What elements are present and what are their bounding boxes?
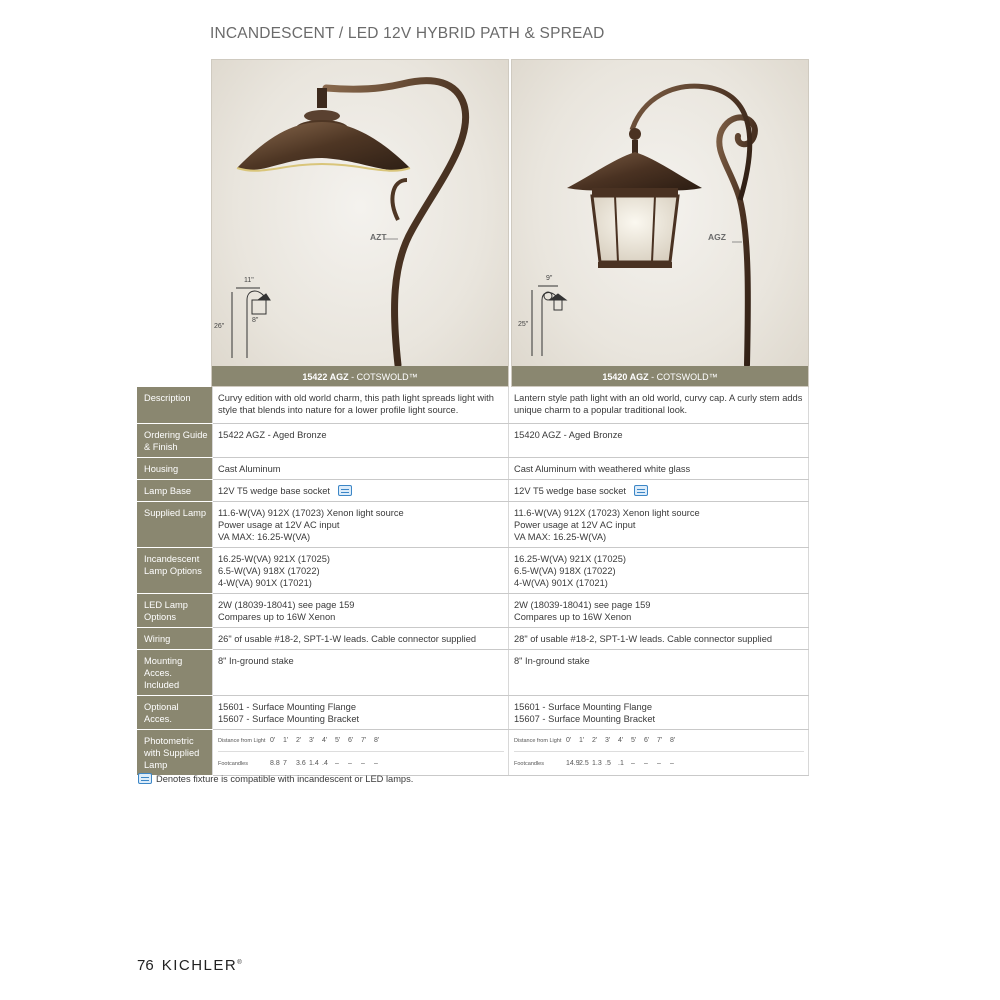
cell-line: 15607 - Surface Mounting Bracket <box>514 713 656 724</box>
lamp-base-text: 12V T5 wedge base socket <box>218 485 330 496</box>
page-number: 76 <box>137 957 154 974</box>
table-row <box>137 479 809 501</box>
distance-value: 1' <box>283 736 289 744</box>
model-number: 15422 AGZ <box>302 372 349 382</box>
fc-value: .4 <box>322 759 328 767</box>
table-row <box>137 547 809 593</box>
fc-value: – <box>348 759 352 767</box>
cell-line: 6.5-W(VA) 918X (17022) <box>218 565 320 576</box>
table-row <box>137 457 809 479</box>
cell-product-1: 8" In-ground stake <box>213 649 509 695</box>
finish-callout: AGZ <box>708 232 726 242</box>
cell-product-2 <box>509 479 809 501</box>
cell-product-2: 15420 AGZ - Aged Bronze <box>509 423 809 457</box>
table-row <box>137 729 809 775</box>
cell-product-2 <box>509 695 809 729</box>
distance-label: Distance from Light <box>218 737 266 744</box>
lantern-15420-illustration <box>512 60 809 387</box>
cell-line: Power usage at 12V AC input <box>218 519 340 530</box>
footnote-text: Denotes fixture is compatible with incandescent or LED lamps. <box>156 774 414 784</box>
distance-value: 4' <box>618 736 624 744</box>
photometric-product-1 <box>213 729 509 775</box>
finish-callout: AZT <box>370 232 387 242</box>
fc-value: .1 <box>618 759 624 767</box>
lamp-base-text: 12V T5 wedge base socket <box>514 485 626 496</box>
fc-value: 3.6 <box>296 759 306 767</box>
distance-value: 3' <box>309 736 315 744</box>
cell-product-2: 8" In-ground stake <box>509 649 809 695</box>
distance-value: 5' <box>335 736 341 744</box>
cell-product-1: Curvy edition with old world charm, this path light spreads light with style that blends into nature for a lower profile light source. <box>213 387 509 423</box>
distance-value: 0' <box>566 736 572 744</box>
cell-line: 15601 - Surface Mounting Flange <box>218 701 356 712</box>
cell-line: 6.5-W(VA) 918X (17022) <box>514 565 616 576</box>
cell-product-1 <box>213 547 509 593</box>
footcandles-row <box>218 758 504 770</box>
cell-line: Compares up to 16W Xenon <box>218 611 336 622</box>
product-image-15422 <box>211 59 509 387</box>
led-compatible-icon <box>338 485 352 496</box>
product-caption <box>512 366 808 387</box>
product-image-15420 <box>511 59 809 387</box>
cell-product-1: 15422 AGZ - Aged Bronze <box>213 423 509 457</box>
cell-line: 4-W(VA) 901X (17021) <box>514 577 608 588</box>
distance-value: 0' <box>270 736 276 744</box>
row-label: Incandescent Lamp Options <box>137 547 213 593</box>
brand-name: KICHLER <box>161 957 238 974</box>
distance-value: 2' <box>592 736 598 744</box>
specification-table <box>137 387 809 776</box>
series-name: - COTSWOLD™ <box>348 372 418 382</box>
cell-line: Compares up to 16W Xenon <box>514 611 632 622</box>
row-label: Optional Acces. <box>137 695 213 729</box>
distance-value: 1' <box>579 736 585 744</box>
cell-product-1 <box>213 695 509 729</box>
fc-value: – <box>631 759 635 767</box>
dim-height-label: 25" <box>518 321 529 328</box>
product-images <box>211 59 809 387</box>
dim-height-label: 26" <box>214 323 225 330</box>
footcandles-label: Footcandles <box>514 760 544 767</box>
fc-value: – <box>361 759 365 767</box>
series-name: - COTSWOLD™ <box>648 372 718 382</box>
distance-value: 6' <box>348 736 354 744</box>
table-row <box>137 423 809 457</box>
led-compatible-icon <box>634 485 648 496</box>
table-row <box>137 695 809 729</box>
cell-product-2: Cast Aluminum with weathered white glass <box>509 457 809 479</box>
cell-line: 11.6-W(VA) 912X (17023) Xenon light source <box>514 507 700 518</box>
cell-product-2: 28" of usable #18-2, SPT-1-W leads. Cable connector supplied <box>509 627 809 649</box>
cell-product-2 <box>509 501 809 547</box>
cell-line: 2W (18039-18041) see page 159 <box>514 599 651 610</box>
footnote <box>138 774 413 785</box>
fc-value: 1.4 <box>309 759 319 767</box>
model-number: 15420 AGZ <box>602 372 649 382</box>
dim-width-label: 9" <box>546 275 553 282</box>
fc-value: – <box>374 759 378 767</box>
distance-value: 6' <box>644 736 650 744</box>
cell-line: 16.25-W(VA) 921X (17025) <box>514 553 626 564</box>
cell-line: VA MAX: 16.25-W(VA) <box>218 531 311 542</box>
table-row <box>137 593 809 627</box>
distance-label: Distance from Light <box>514 737 562 744</box>
path-light-15422-illustration <box>212 60 509 387</box>
cell-line: Power usage at 12V AC input <box>514 519 636 530</box>
fc-value: – <box>335 759 339 767</box>
fc-value: – <box>657 759 661 767</box>
cell-product-2 <box>509 547 809 593</box>
table-row <box>137 387 809 423</box>
distance-value: 5' <box>631 736 637 744</box>
table-row <box>137 649 809 695</box>
distance-value: 8' <box>670 736 676 744</box>
distance-value: 7' <box>361 736 367 744</box>
distance-value: 3' <box>605 736 611 744</box>
fc-value: 8.8 <box>270 759 280 767</box>
cell-line: 11.6-W(VA) 912X (17023) Xenon light source <box>218 507 404 518</box>
page-footer <box>137 957 242 974</box>
fc-value: 1.3 <box>592 759 602 767</box>
fc-value: 7 <box>283 759 287 767</box>
distance-value: 2' <box>296 736 302 744</box>
cell-line: 16.25-W(VA) 921X (17025) <box>218 553 330 564</box>
cell-product-1 <box>213 479 509 501</box>
row-label: Lamp Base <box>137 479 213 501</box>
registered-mark: ® <box>237 960 242 966</box>
distance-value: 8' <box>374 736 380 744</box>
cell-product-1: 26" of usable #18-2, SPT-1-W leads. Cable connector supplied <box>213 627 509 649</box>
cell-line: 15601 - Surface Mounting Flange <box>514 701 652 712</box>
distance-row <box>514 735 804 752</box>
fc-value: .5 <box>605 759 611 767</box>
row-label: Housing <box>137 457 213 479</box>
product-caption <box>212 366 508 387</box>
cell-product-2: Lantern style path light with an old world, curvy cap. A curly stem adds unique charm to a popular traditional look. <box>509 387 809 423</box>
footcandles-row <box>514 758 804 770</box>
table-row <box>137 627 809 649</box>
distance-value: 4' <box>322 736 328 744</box>
cell-line: 15607 - Surface Mounting Bracket <box>218 713 360 724</box>
cell-line: 2W (18039-18041) see page 159 <box>218 599 355 610</box>
cell-line: VA MAX: 16.25-W(VA) <box>514 531 607 542</box>
row-label: Supplied Lamp <box>137 501 213 547</box>
row-label: Mounting Acces. Included <box>137 649 213 695</box>
cell-product-1: Cast Aluminum <box>213 457 509 479</box>
cell-line: 4-W(VA) 901X (17021) <box>218 577 312 588</box>
row-label: Ordering Guide & Finish <box>137 423 213 457</box>
fc-value: – <box>670 759 674 767</box>
row-label: Description <box>137 387 213 423</box>
fc-value: – <box>644 759 648 767</box>
table-row <box>137 501 809 547</box>
row-label: Photometric with Supplied Lamp <box>137 729 213 775</box>
cell-product-1 <box>213 501 509 547</box>
footcandles-label: Footcandles <box>218 760 248 767</box>
fc-value: 2.5 <box>579 759 589 767</box>
led-compatible-icon <box>138 773 152 784</box>
dim-width-label: 11" <box>244 277 254 284</box>
row-label: Wiring <box>137 627 213 649</box>
page-title: INCANDESCENT / LED 12V HYBRID PATH & SPREAD <box>210 25 605 42</box>
cell-product-1 <box>213 593 509 627</box>
distance-row <box>218 735 504 752</box>
cell-product-2 <box>509 593 809 627</box>
fc-value: 14.9 <box>566 759 580 767</box>
dim-depth-label: 8" <box>252 317 259 324</box>
photometric-product-2 <box>509 729 809 775</box>
row-label: LED Lamp Options <box>137 593 213 627</box>
distance-value: 7' <box>657 736 663 744</box>
